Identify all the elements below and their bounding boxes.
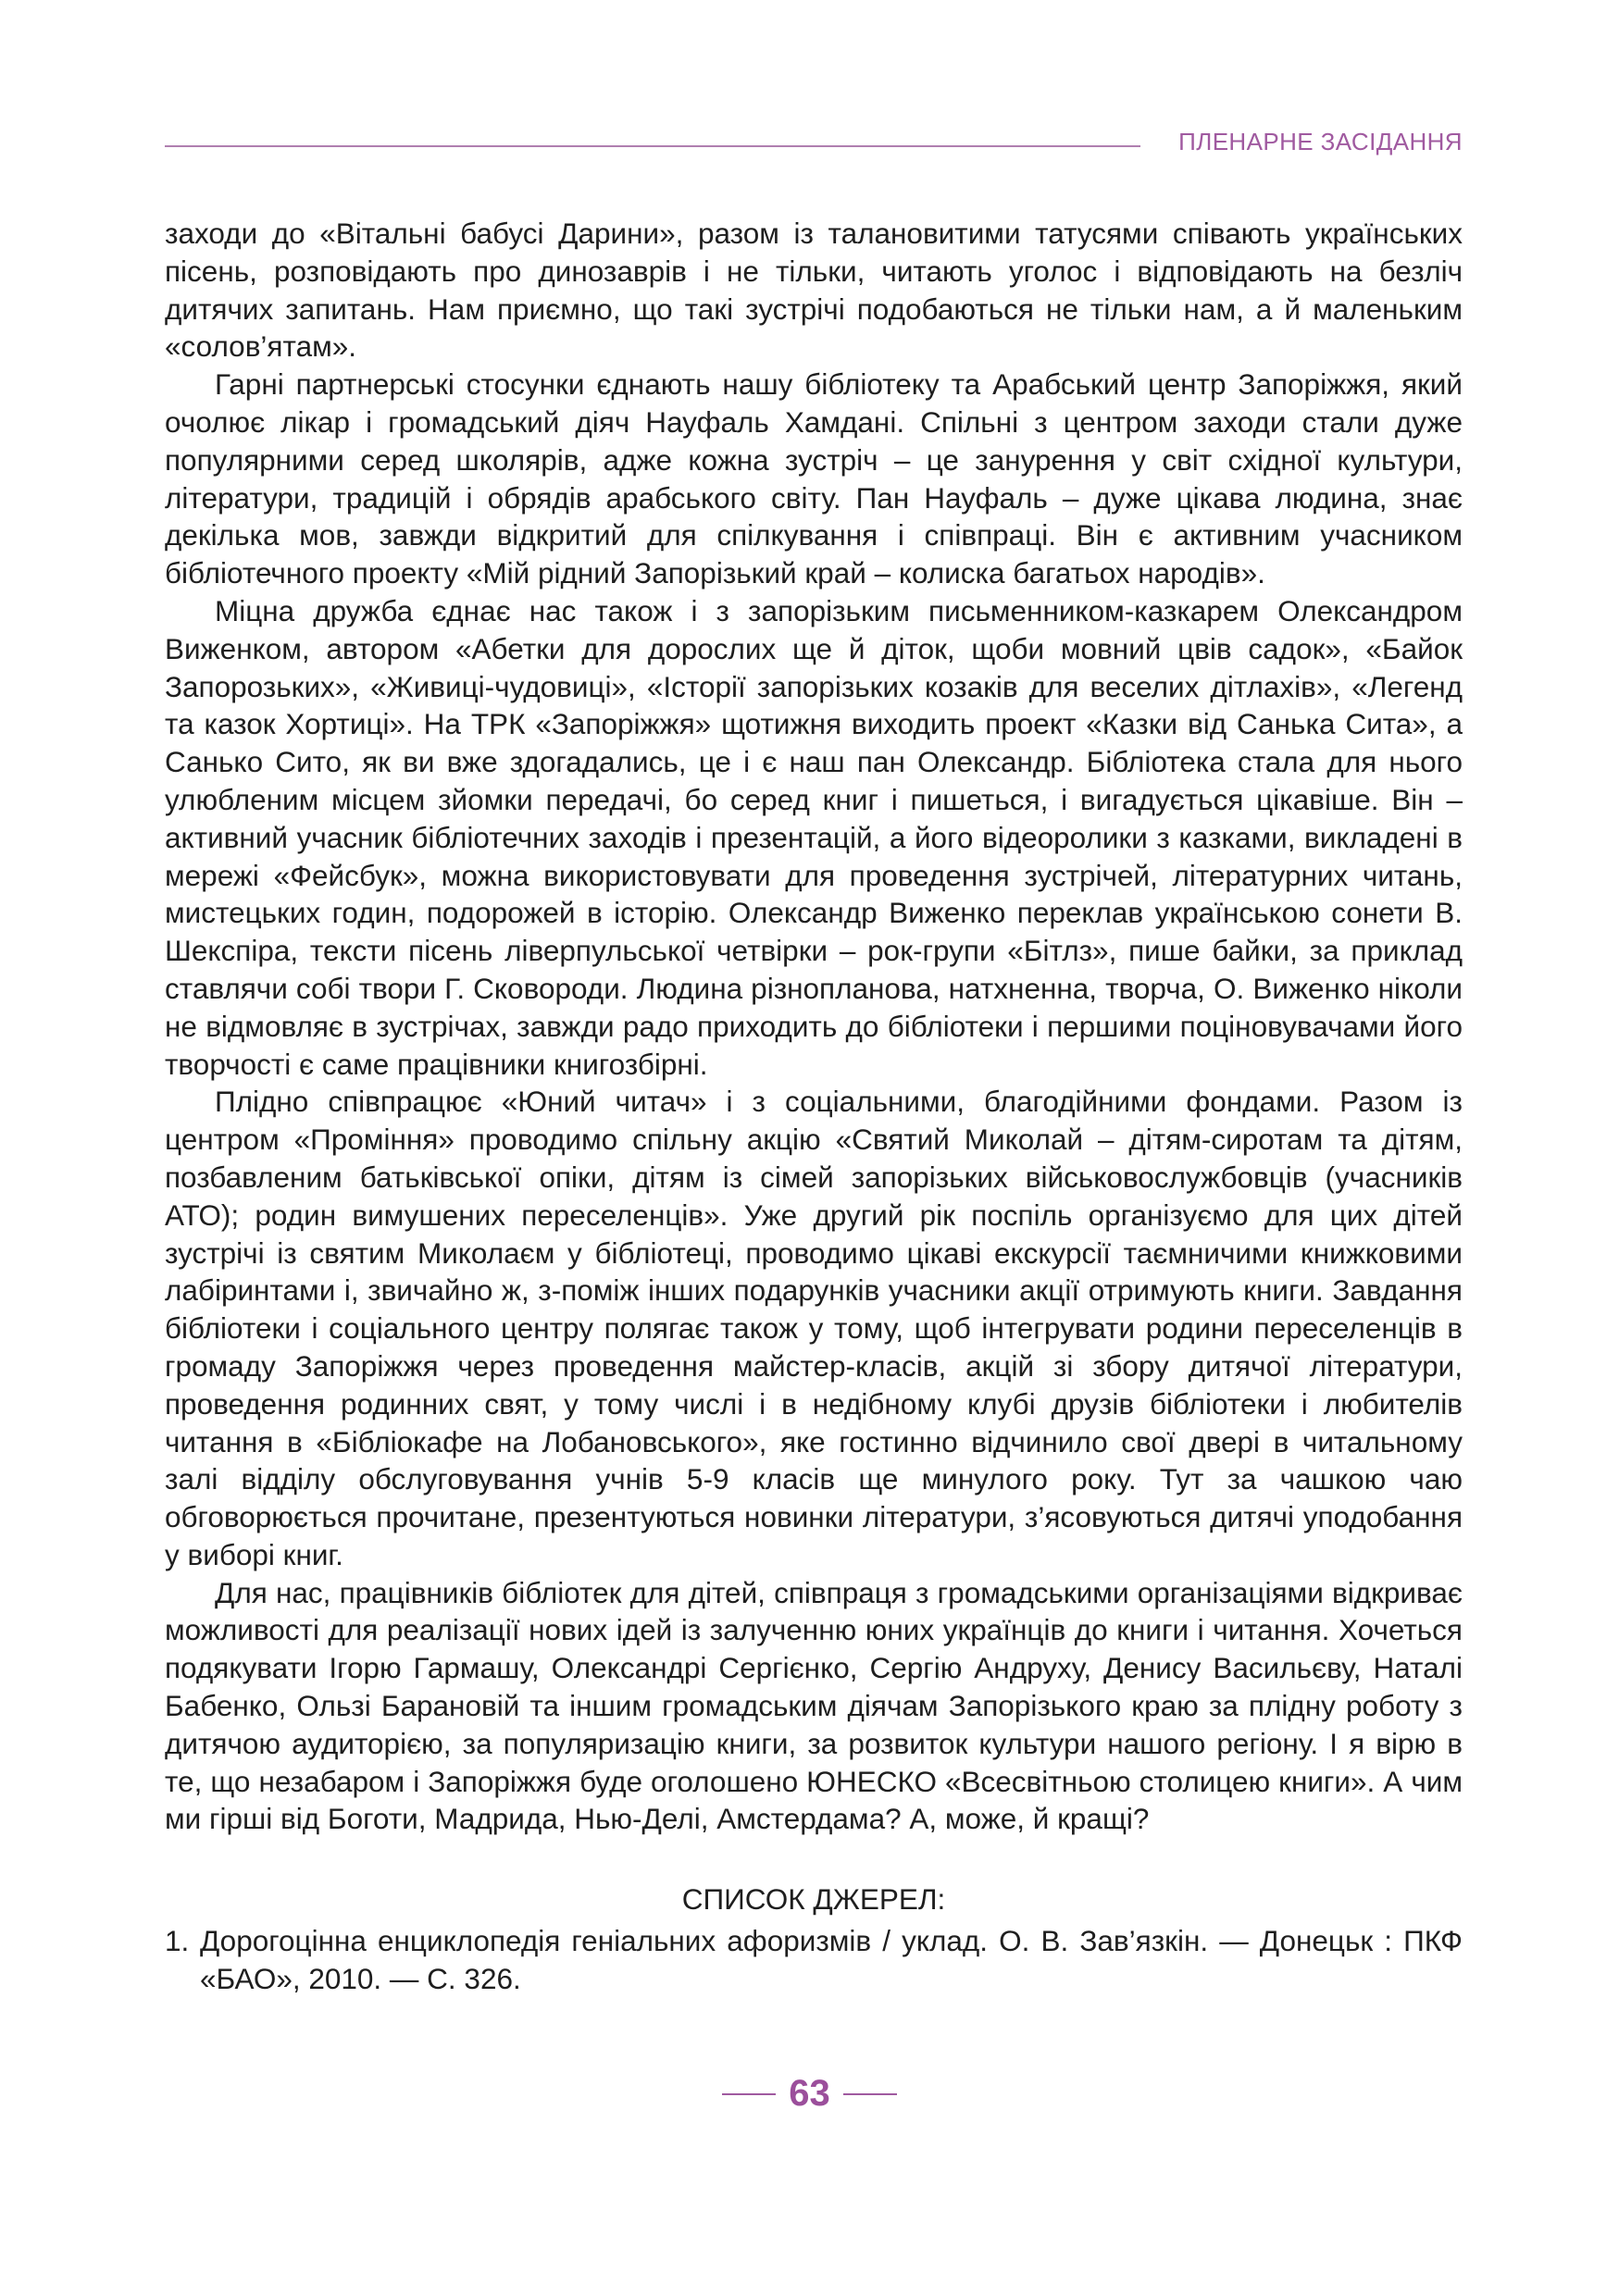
paragraph-3: Міцна дружба єднає нас також і з запорізьким письменником-казкарем Олександром Виженком, автором «Абетки для дорослих ще й діток, щоби мовний цвів садок», «Байок Запорозьких», «Живиці-чудовиці», «Історії запорізьких козаків для веселих дітлахів», «Легенд та казок Хортиці». На ТРК «Запоріжжя» щотижня виходить проект «Казки від Санька Сита», а Санько Сито, як ви вже здогадались, це і є наш пан Олександр. Бібліотека стала для нього улюбленим місцем зйомки передачі, бо серед книг і пишеться, і вигадується цікавіше. Він – активний учасник бібліотечних заходів і презентацій, а його відеоролики з казками, викладені в мережі «Фейсбук», можна використовувати для проведення зустрічей, літературних читань, мистецьких годин, подорожей в історію. Олександр Виженко переклав українською сонети В. Шекспіра, тексти пісень ліверпульської четвірки – рок-групи «Бітлз», пише байки, за приклад ставлячи собі твори Г. Сковороди. Людина різнопланова, натхненна, творча, О. Виженко ніколи не відмовляє в зустрічах, завжди радо приходить до бібліотеки і першими поціновувачами його творчості є саме працівники книгозбірні. — [165, 593, 1463, 1081]
page-number-group — [722, 2073, 897, 2115]
page-footer — [0, 2073, 1619, 2115]
references-list — [165, 1922, 1463, 1998]
paragraph-1: заходи до «Вітальні бабусі Дарини», разом із талановитими татусями співають українських пісень, розповідають про динозаврів і не тільки, читають уголос і відповідають на безліч дитячих запитань. Нам приємно, що такі зустрічі подобаються не тільки нам, а й маленьким «солов’ятам». — [165, 217, 1463, 364]
header-rule — [165, 145, 1140, 147]
footer-line-left — [722, 2093, 776, 2095]
article-body — [165, 215, 1463, 1998]
section-title: ПЛЕНАРНЕ ЗАСІДАННЯ — [1178, 128, 1463, 155]
paragraph-2: Гарні партнерські стосунки єднають нашу бібліотеку та Арабський центр Запоріжжя, який очолює лікар і громадський діяч Науфаль Хамдані. Спільні з центром заходи стали дуже популярними серед школярів, адже кожна зустріч – це занурення у світ східної культури, літератури, традицій і обрядів арабського світу. Пан Науфаль – дуже цікава людина, знає декілька мов, завжди відкритий для спілкування і співпраці. Він є активним учасником бібліотечного проекту «Мій рідний Запорізький край – колиска багатьох народів». — [165, 367, 1463, 590]
paragraph-5: Для нас, працівників бібліотек для дітей, співпраця з громадськими організаціями відкриває можливості для реалізації нових ідей із залученню юних українців до книги і читання. Хочеться подякувати Ігорю Гармашу, Олександрі Сергієнко, Сергію Андруху, Денису Васильєву, Наталі Бабенко, Ользі Барановій та іншим громадським діячам Запорізького краю за плідну роботу з дитячою аудиторією, за популяризацію книги, за розвиток культури нашого регіону. І я вірю в те, що незабаром і Запоріжжя буде оголошено ЮНЕСКО «Всесвітньою столицею книги». А чим ми гірші від Боготи, Мадрида, Нью-Делі, Амстердама? А, може, й кращі? — [165, 1575, 1463, 1836]
running-header — [165, 118, 1463, 155]
paragraph-4: Плідно співпрацює «Юний читач» і з соціальними, благодійними фондами. Разом із центром «Проміння» проводимо спільну акцію «Святий Миколай – дітям-сиротам та дітям, позбавленим батьківської опіки, дітям із сімей запорізьких військовослужбовців (учасників АТО); родин вимушених переселенців». Уже другий рік поспіль організуємо для цих дітей зустрічі із святим Миколаєм у бібліотеці, проводимо цікаві екскурсії таємничими книжковими лабіринтами і, звичайно ж, з-поміж інших подарунків учасники акції отримують книги. Завдання бібліотеки і соціального центру полягає також у тому, щоб інтегрувати родини переселенців в громаду Запоріжжя через проведення майстер-класів, акцій зі збору дитячої літератури, проведення родинних свят, у тому числі і в недібному клубі друзів бібліотеки і любителів читання в «Бібліокафе на Лобановського», яке гостинно відчинило свої двері в читальному залі відділу обслуговування учнів 5-9 класів ще минулого року. Тут за чашкою чаю обговорюється прочитане, презентуються новинки літератури, з’ясовуються дитячі уподобання у виборі книг. — [165, 1085, 1463, 1571]
page-number: 63 — [789, 2073, 830, 2114]
references-title: СПИСОК ДЖЕРЕЛ: — [681, 1882, 946, 1917]
footer-line-right — [843, 2093, 897, 2095]
reference-item — [165, 1922, 1463, 1998]
reference-number: 1. — [165, 1924, 190, 1958]
reference-text: Дорогоцінна енциклопедія геніальних афоризмів / уклад. О. В. Зав’язкін. — Донецьк : ПКФ «БАО», 2010. — С. 326. — [200, 1924, 1463, 1995]
